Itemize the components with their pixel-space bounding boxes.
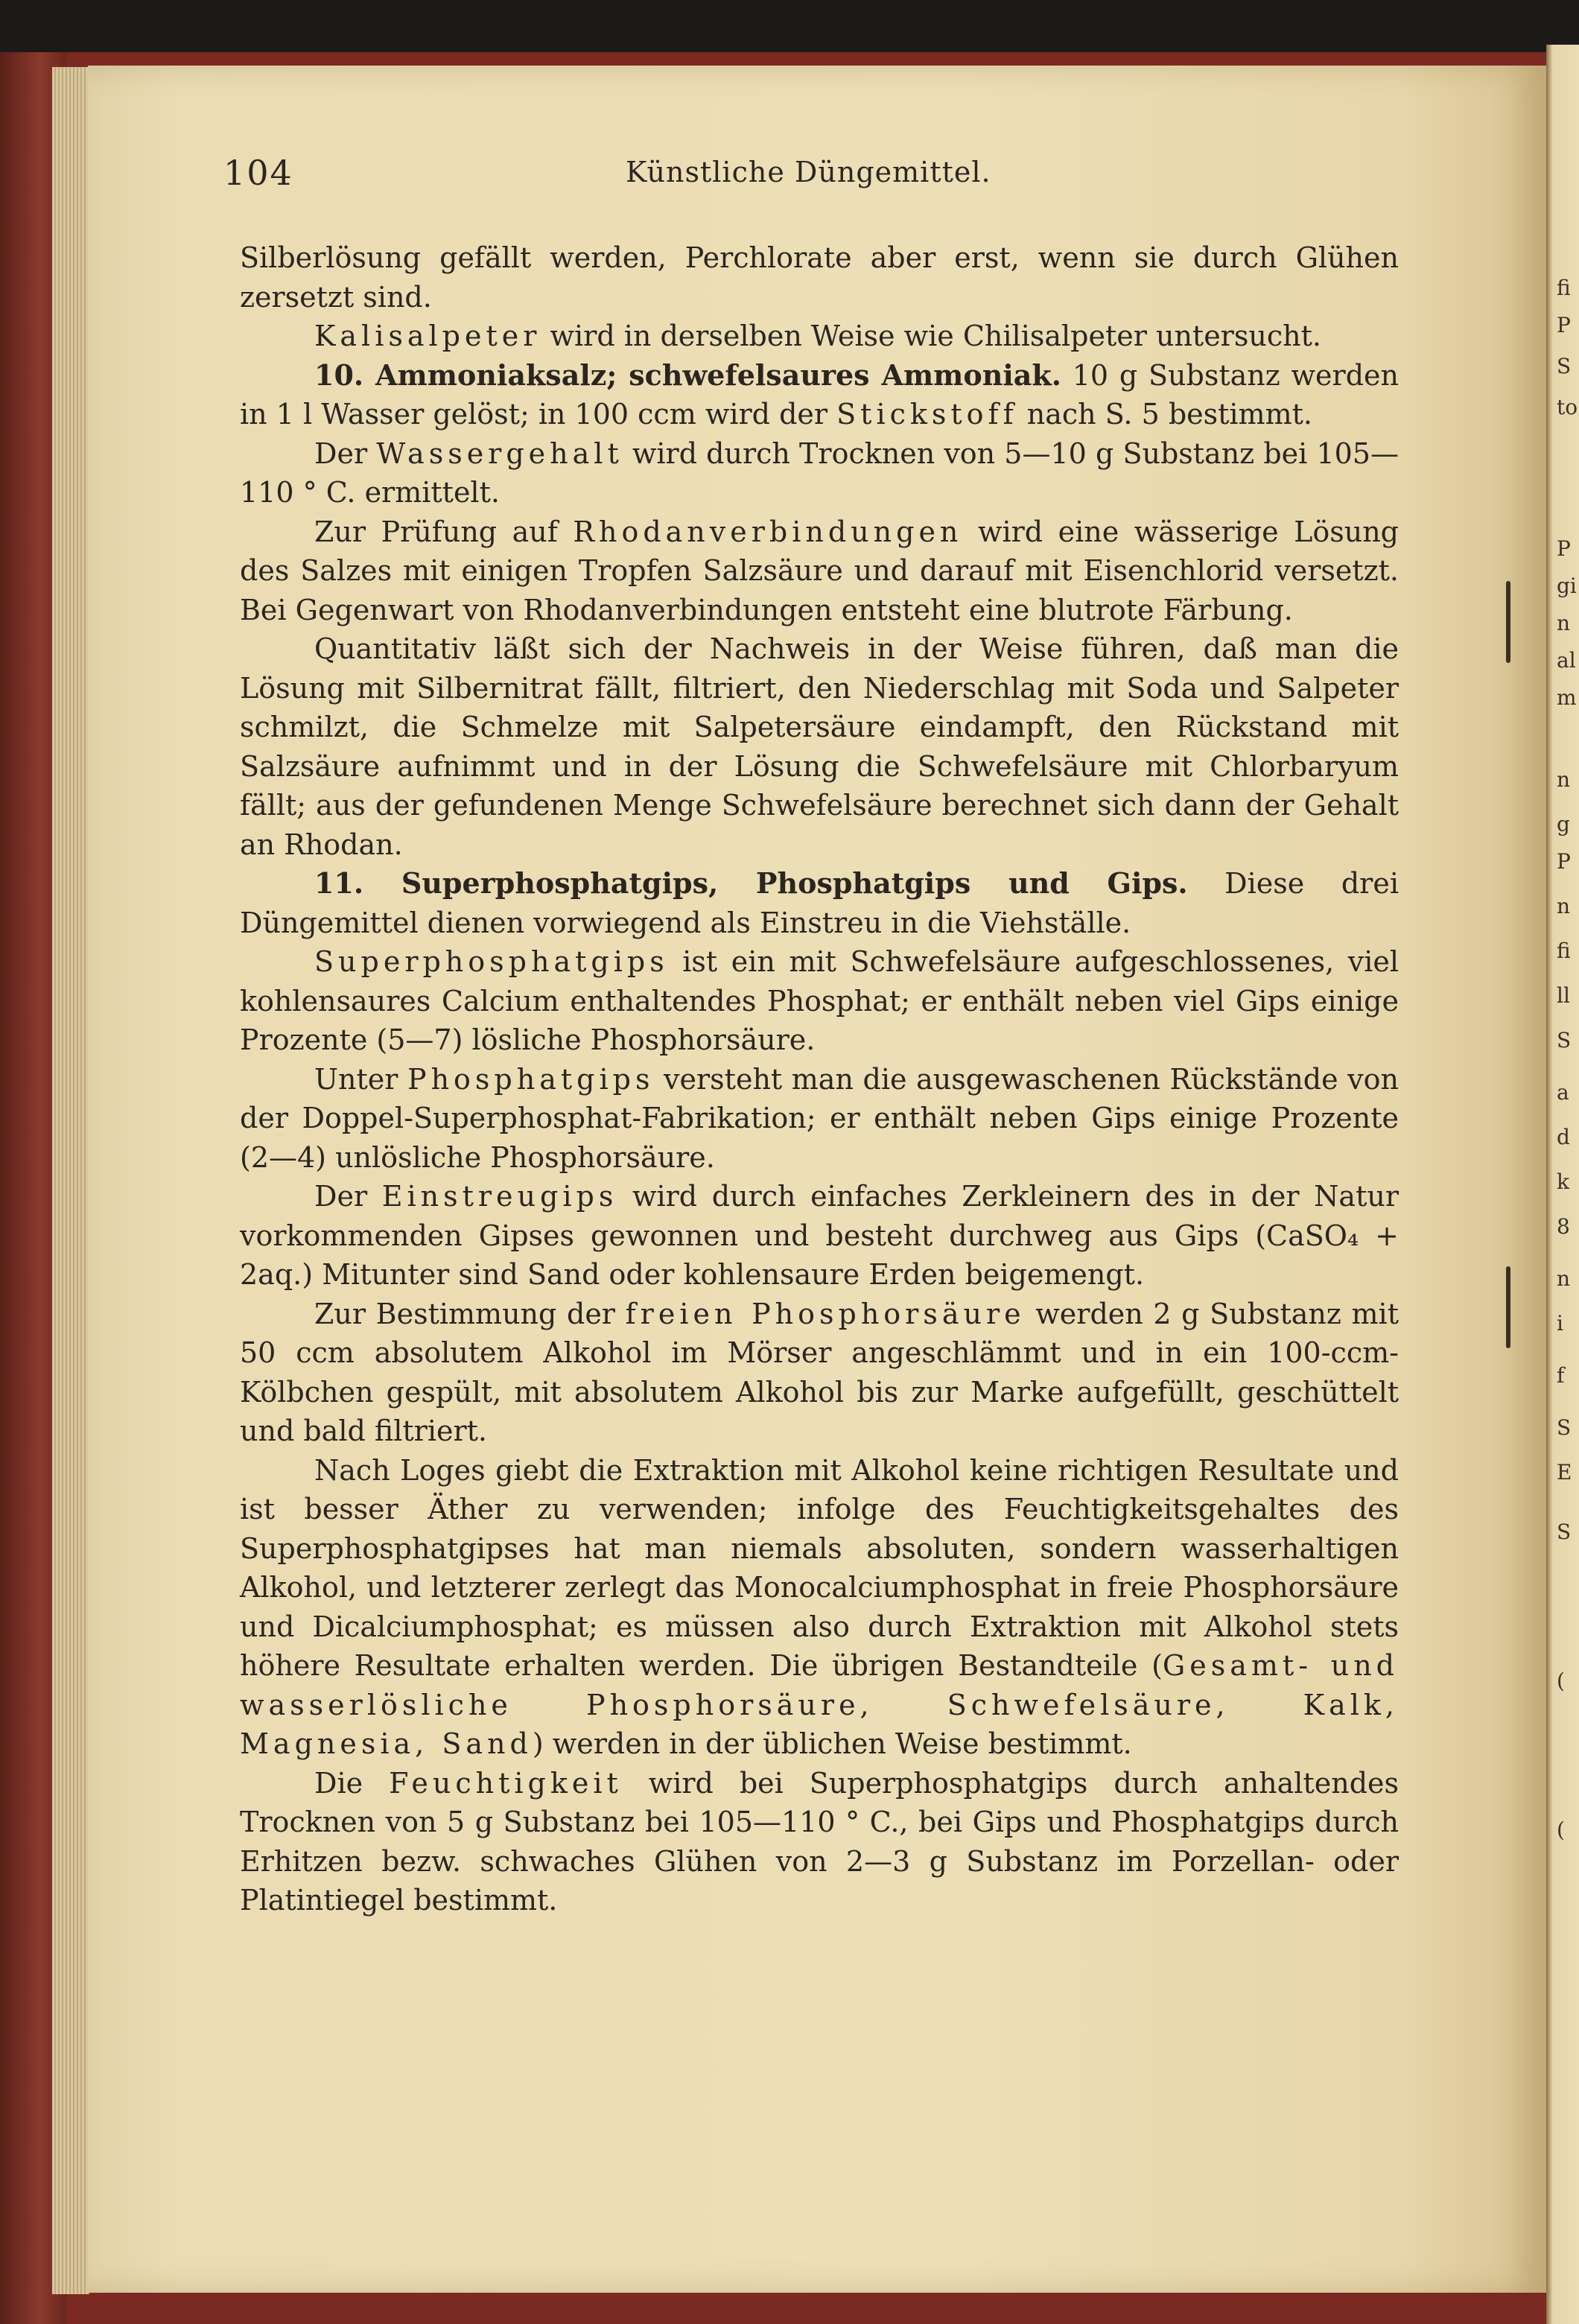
adjacent-page-fragment: m (1557, 685, 1577, 710)
text-run: Quantitativ läßt sich der Nachweis in der Weise führen, daß man die Lösung mit Silbernitrat fällt, filtriert, den Niederschlag mit Soda und Salpeter schmilzt, die Schmelze mit Salpetersäure eindampft, den Rückstand mit Salzsäure aufnimmt und in der Lösung die Schwefelsäure mit Chlorbaryum fällt; aus der gefundenen Menge Schwefelsäure berechnet sich dann der Gehalt an Rhodan. (240, 632, 1399, 861)
page-mark (1506, 1266, 1510, 1348)
adjacent-page-fragment: P (1557, 849, 1571, 874)
spaced-term: Superphosphatgips (314, 945, 669, 978)
adjacent-page-fragment: n (1557, 894, 1571, 918)
paragraph (240, 512, 1399, 630)
adjacent-page-fragment: ( (1557, 1817, 1565, 1842)
adjacent-page-fragment: ll (1557, 983, 1570, 1008)
text-run: Der (314, 1180, 382, 1213)
adjacent-page-fragment: k (1557, 1169, 1569, 1194)
adjacent-page-fragment: d (1557, 1125, 1570, 1149)
paragraph (240, 356, 1399, 434)
adjacent-page-fragment: S (1557, 354, 1572, 378)
adjacent-page-fragment: f (1557, 1363, 1565, 1388)
adjacent-page-fragment: S (1557, 1415, 1572, 1440)
adjacent-page-fragment: gi (1557, 574, 1577, 598)
text-run: Nach Loges giebt die Extraktion mit Alkohol keine richtigen Resultate und ist besser Äther zu verwenden; infolge des Feuchtigkeitsgehaltes des Superphosphatgipses hat man niemals absoluten, sondern wasserhaltigen Alkohol, und letzterer zerlegt das Monocalciumphosphat in freie Phosphorsäure und Dicalciumphosphat; es müssen also durch Extraktion mit Alkohol stets höhere Resultate erhalten werden. Die übrigen Bestandteile ( (240, 1453, 1399, 1682)
paragraph (240, 864, 1399, 942)
adjacent-page-fragment: E (1557, 1460, 1572, 1485)
adjacent-page-fragment: 8 (1557, 1214, 1570, 1239)
running-title: Künstliche Düngemittel. (626, 156, 991, 188)
text-run: Zur Prüfung auf (314, 515, 574, 548)
text-run: Unter (314, 1062, 408, 1096)
text-run: Silberlösung gefällt werden, Perchlorate aber erst, wenn sie durch Glühen zersetzt sind. (240, 241, 1399, 314)
text-run: wird eine wässerige Lösung des Salzes mit einigen Tropfen Salzsäure und darauf mit Eisenchlorid versetzt. Bei Gegenwart von Rhodanverbindungen entsteht eine blutrote Färbung. (240, 515, 1399, 626)
adjacent-page-fragment: n (1557, 767, 1571, 792)
spaced-term: Wassergehalt (376, 436, 623, 470)
paragraph (240, 1451, 1399, 1764)
adjacent-page-fragment: P (1557, 313, 1571, 337)
page-number: 104 (223, 153, 293, 193)
spaced-term: Einstreugips (381, 1180, 618, 1213)
paragraph (240, 629, 1399, 864)
adjacent-page-fragment: P (1557, 536, 1571, 561)
adjacent-page-fragment: a (1557, 1080, 1569, 1105)
text-run: Zur Bestimmung der (314, 1297, 626, 1330)
adjacent-page-fragment: g (1557, 812, 1570, 836)
adjacent-page-fragment: to (1557, 395, 1578, 419)
section-heading: 10. Ammoniaksalz; schwefelsaures Ammoniak. (314, 358, 1061, 392)
text-run: wird in derselben Weise wie Chilisalpeter untersucht. (541, 320, 1321, 352)
spaced-term: Stickstoff (836, 398, 1018, 431)
spaced-term: Feuchtigkeit (389, 1766, 623, 1800)
text-run: Die (314, 1766, 390, 1800)
section-heading: 11. Superphosphatgips, Phosphatgips und Gips. (314, 866, 1188, 900)
spaced-term: Rhodanverbindungen (573, 515, 963, 548)
spaced-term: Gesamt- und wasserlösliche Phosphorsäure, Schwefelsäure, Kalk, Magnesia, Sand (240, 1649, 1399, 1760)
paragraph (240, 238, 1399, 317)
paragraph (240, 942, 1399, 1060)
adjacent-page-fragment: n (1557, 1266, 1571, 1291)
adjacent-page-fragment: fi (1557, 276, 1571, 300)
text-run: wird durch Trocknen von 5—10 g Substanz bei 105—110 ° C. ermittelt. (240, 436, 1399, 509)
paragraph (240, 434, 1399, 512)
page-header (223, 153, 1415, 197)
text-run: Der (314, 436, 377, 470)
adjacent-page-fragment: fi (1557, 939, 1571, 963)
text-run: Diese drei Düngemittel dienen vorwiegend als Einstreu in die Viehställe. (240, 867, 1399, 939)
paragraph (240, 1764, 1399, 1920)
adjacent-page (1546, 45, 1579, 2324)
adjacent-page-fragment: n (1557, 611, 1571, 635)
text-run: nach S. 5 bestimmt. (1017, 398, 1312, 431)
text-run: ) werden in der üblichen Weise bestimmt. (532, 1727, 1132, 1760)
text-run: ist ein mit Schwefelsäure aufgeschlossenes, viel kohlensaures Calcium enthaltendes Phosphat; er enthält neben viel Gips einige Prozente (5—7) lösliche Phosphorsäure. (240, 945, 1399, 1056)
text-run: werden 2 g Substanz mit 50 ccm absolutem Alkohol im Mörser angeschlämmt und in ein 100-ccm-Kölbchen gespült, mit absolutem Alkohol bis zur Marke aufgefüllt, geschüttelt und bald filtriert. (240, 1297, 1399, 1447)
text-run: 10 g Substanz werden in 1 l Wasser gelöst; in 100 ccm wird der (240, 358, 1399, 431)
spaced-term: Kalisalpeter (314, 320, 541, 352)
page-mark (1506, 581, 1510, 663)
body-text (240, 238, 1399, 1920)
adjacent-page-fragment: S (1557, 1028, 1572, 1053)
text-run: versteht man die ausgewaschenen Rückstände von der Doppel-Superphosphat-Fabrikation; er enthält neben Gips einige Prozente (2—4) unlösliche Phosphorsäure. (240, 1062, 1399, 1174)
paragraph (240, 317, 1399, 356)
paragraph (240, 1295, 1399, 1451)
spaced-term: freien Phosphorsäure (625, 1297, 1026, 1330)
adjacent-page-fragment: al (1557, 648, 1576, 673)
text-run: wird bei Superphosphatgips durch anhaltendes Trocknen von 5 g Substanz bei 105—110 ° C., bei Gips und Phosphatgips durch Erhitzen bezw. schwaches Glühen von 2—3 g Substanz im Porzellan- oder Platintiegel bestimmt. (240, 1766, 1400, 1917)
adjacent-page-fragment: S (1557, 1520, 1572, 1544)
adjacent-page-fragment: ( (1557, 1669, 1565, 1693)
adjacent-page-fragment: i (1557, 1311, 1563, 1336)
paragraph (240, 1177, 1399, 1295)
spaced-term: Phosphatgips (407, 1062, 655, 1096)
text-run: wird durch einfaches Zerkleinern des in der Natur vorkommenden Gipses gewonnen und besteht durchweg aus Gips (CaSO₄ + 2aq.) Mitunter sind Sand oder kohlensaure Erden beigemengt. (240, 1180, 1399, 1291)
page-edges (52, 67, 89, 2294)
paragraph (240, 1060, 1399, 1178)
